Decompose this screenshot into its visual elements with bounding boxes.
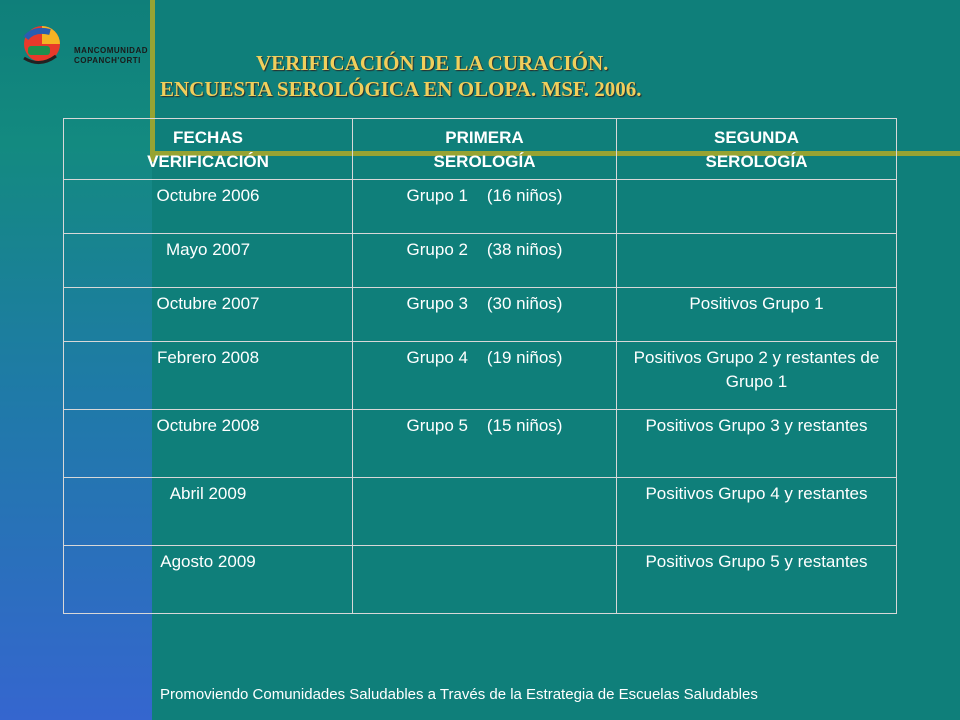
table-row xyxy=(64,180,897,234)
cell-fecha: Octubre 2008 xyxy=(64,410,353,478)
mancomunidad-logo xyxy=(20,18,180,88)
cell-primera: Grupo 1 (16 niños) xyxy=(353,180,617,234)
header-fechas: FECHAS VERIFICACIÓN xyxy=(64,119,353,180)
cell-segunda: Positivos Grupo 3 y restantes xyxy=(617,410,897,478)
cell-segunda xyxy=(617,180,897,234)
table-row xyxy=(64,288,897,342)
title-line-1: VERIFICACIÓN DE LA CURACIÓN. xyxy=(256,51,609,75)
table-row xyxy=(64,234,897,288)
cell-primera: Grupo 4 (19 niños) xyxy=(353,342,617,410)
cell-segunda: Positivos Grupo 5 y restantes xyxy=(617,546,897,614)
logo-emblem-icon xyxy=(20,18,60,70)
cell-fecha: Octubre 2006 xyxy=(64,180,353,234)
cell-segunda: Positivos Grupo 2 y restantes de Grupo 1 xyxy=(617,342,897,410)
header-segunda: SEGUNDA SEROLOGÍA xyxy=(617,119,897,180)
title-line-2: ENCUESTA SEROLÓGICA EN OLOPA. MSF. 2006. xyxy=(160,77,642,101)
cell-segunda: Positivos Grupo 1 xyxy=(617,288,897,342)
logo-text-line2: COPANCH'ORTI xyxy=(74,56,141,65)
cell-primera xyxy=(353,478,617,546)
cell-fecha: Octubre 2007 xyxy=(64,288,353,342)
serology-table xyxy=(63,118,897,614)
cell-segunda: Positivos Grupo 4 y restantes xyxy=(617,478,897,546)
table-row xyxy=(64,410,897,478)
table-row xyxy=(64,546,897,614)
page-title xyxy=(160,50,800,102)
cell-segunda xyxy=(617,234,897,288)
cell-primera xyxy=(353,546,617,614)
cell-primera: Grupo 2 (38 niños) xyxy=(353,234,617,288)
header-primera: PRIMERA SEROLOGÍA xyxy=(353,119,617,180)
footer-slogan: Promoviendo Comunidades Saludables a Través de la Estrategia de Escuelas Saludables xyxy=(160,686,758,703)
table-header-row xyxy=(64,119,897,180)
cell-primera: Grupo 3 (30 niños) xyxy=(353,288,617,342)
cell-primera: Grupo 5 (15 niños) xyxy=(353,410,617,478)
table-row xyxy=(64,478,897,546)
cell-fecha: Febrero 2008 xyxy=(64,342,353,410)
table-row xyxy=(64,342,897,410)
cell-fecha: Mayo 2007 xyxy=(64,234,353,288)
cell-fecha: Abril 2009 xyxy=(64,478,353,546)
logo-text-line1: MANCOMUNIDAD xyxy=(74,46,148,55)
cell-fecha: Agosto 2009 xyxy=(64,546,353,614)
